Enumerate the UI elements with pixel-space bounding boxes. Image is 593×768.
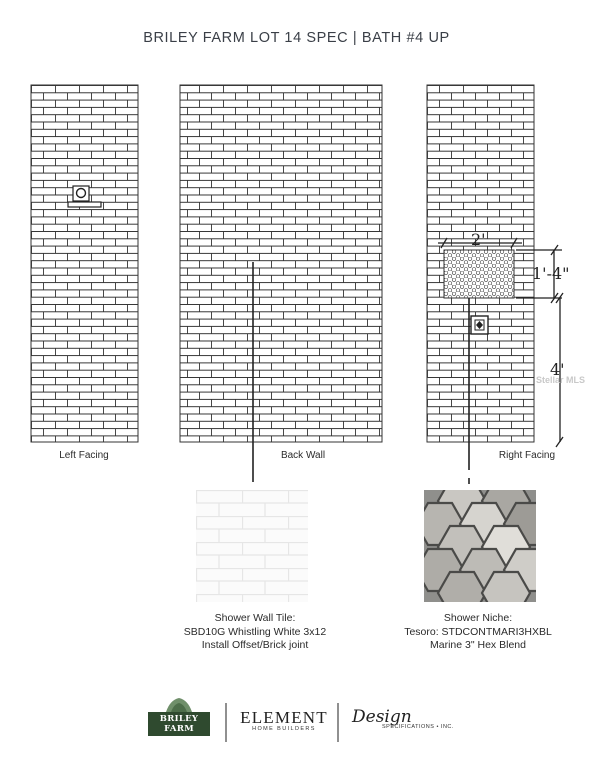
caption-line: Install Offset/Brick joint [201, 639, 309, 651]
caption-line: Tesoro: STDCONTMARI3HXBL [404, 625, 552, 638]
caption-line: Shower Niche: [443, 612, 513, 624]
niche-tile-swatch [416, 480, 552, 614]
design-specifications-subtitle: SPECIFICATIONS • INC. [382, 724, 454, 730]
shower-niche [444, 250, 514, 298]
back-wall [180, 85, 382, 442]
shower-control-icon [471, 316, 488, 334]
design-specifications-logo: Design [352, 707, 412, 727]
wall-tile-swatch [196, 490, 308, 602]
page-title: BRILEY FARM LOT 14 SPEC | BATH #4 UP [143, 30, 450, 46]
niche-elevation-label: 4' [550, 360, 565, 379]
niche-height-label: 1'-4" [532, 264, 570, 283]
caption-line: Shower Wall Tile: [214, 612, 296, 624]
briley-farm-logo-icon [166, 698, 192, 712]
back-wall-label: Back Wall [280, 450, 326, 461]
wall-tile-caption [145, 612, 365, 653]
left-wall-label: Left Facing [59, 450, 109, 461]
element-logo-subtitle: HOME BUILDERS [252, 726, 316, 732]
left-wall [31, 85, 138, 442]
caption-line: SBD10G Whistling White 3x12 [183, 625, 327, 638]
caption-line: Marine 3" Hex Blend [430, 639, 526, 651]
watermark: Stellar MLS [536, 375, 586, 385]
niche-width-label: 2' [471, 230, 486, 249]
element-logo: ELEMENT [240, 708, 328, 727]
right-wall-label: Right Facing [498, 450, 556, 461]
briley-farm-logo: BRILEY FARM [148, 712, 210, 736]
niche-tile-caption [368, 612, 588, 653]
